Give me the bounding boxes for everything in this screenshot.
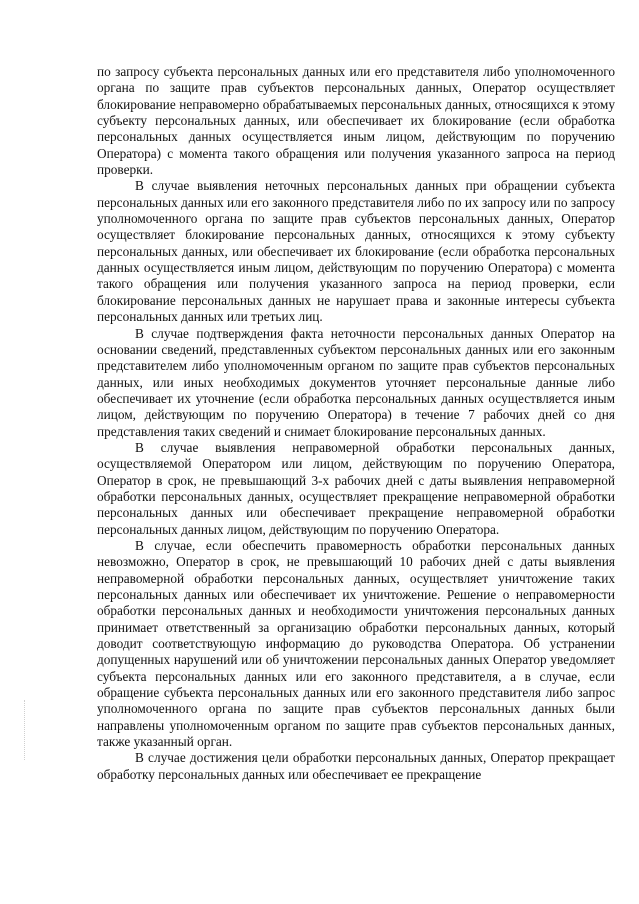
paragraph-3: В случае подтверждения факта неточности персональных данных Оператор на основании сведений, представленных субъектом персональных данных или его законным представителем либо уполномоченным органом по защите прав субъектов персональных данных, или иных необходимых документов уточняет персональные данные либо обеспечивает их уточнение (если обработка персональных данных осуществляется иным лицом, действующим по поручению Оператора) в течение 7 рабочих дней со дня представления таких сведений и снимает блокирование персональных данных. bbox=[97, 325, 615, 439]
document-body bbox=[97, 64, 615, 783]
paragraph-2: В случае выявления неточных персональных данных при обращении субъекта персональных данных или его законного представителя либо по их запросу или по запросу уполномоченного органа по защите прав субъектов персональных данных, Оператор осуществляет блокирование персональных данных, относящихся к этому субъекту персональных данных, или обеспечивает их блокирование (если обработка персональных данных осуществляется иным лицом, действующим по поручению Оператора) с момента такого обращения или получения указанного запроса на период проверки, если блокирование персональных данных не нарушает права и законные интересы субъекта персональных данных или третьих лиц. bbox=[97, 178, 615, 325]
scan-margin-artifact bbox=[24, 700, 27, 760]
paragraph-6: В случае достижения цели обработки персональных данных, Оператор прекращает обработку персональных данных или обеспечивает ее прекращение bbox=[97, 750, 615, 782]
paragraph-5: В случае, если обеспечить правомерность обработки персональных данных невозможно, Оператор в срок, не превышающий 10 рабочих дней с даты выявления неправомерной обработки персональных данных, осуществляет уничтожение таких персональных данных или обеспечивает их уничтожение. Решение о неправомерности обработки персональных данных и необходимости уничтожения персональных данных принимает ответственный за организацию обработки персональных данных, который доводит соответствующую информацию до руководства Оператора. Об устранении допущенных нарушений или об уничтожении персональных данных Оператор уведомляет субъекта персональных данных или его законного представителя, а в случае, если обращение субъекта персональных данных или его законного представителя либо запрос уполномоченного органа по защите прав субъектов персональных данных были направлены уполномоченным органом по защите прав субъектов персональных данных, также указанный орган. bbox=[97, 537, 615, 750]
paragraph-4: В случае выявления неправомерной обработки персональных данных, осуществляемой Оператором или лицом, действующим по поручению Оператора, Оператор в срок, не превышающий 3-х рабочих дней с даты выявления неправомерной обработки персональных данных, осуществляет прекращение неправомерной обработки персональных данных или обеспечивает прекращение неправомерной обработки персональных данных лицом, действующим по поручению Оператора. bbox=[97, 439, 615, 537]
paragraph-1: по запросу субъекта персональных данных или его представителя либо уполномоченного органа по защите прав субъектов персональных данных, Оператор осуществляет блокирование неправомерно обрабатываемых персональных данных, относящихся к этому субъекту персональных данных, или обеспечивает их блокирование (если обработка персональных данных осуществляется иным лицом, действующим по поручению Оператора) с момента такого обращения или получения указанного запроса на период проверки. bbox=[97, 64, 615, 178]
